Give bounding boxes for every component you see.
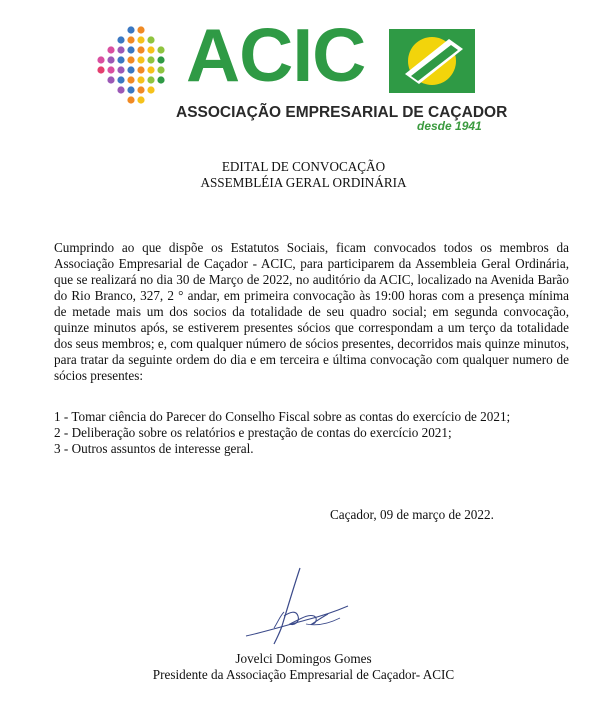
logo-dot — [157, 76, 164, 83]
flag-emblem-icon — [389, 29, 475, 93]
logo-dot — [117, 36, 124, 43]
signatory-name: Jovelci Domingos Gomes — [235, 651, 372, 666]
logo-dot — [127, 46, 134, 53]
logo-dot — [137, 76, 144, 83]
logo-dot — [127, 96, 134, 103]
logo-dot — [107, 56, 114, 63]
logo-dot — [137, 56, 144, 63]
logo-dot — [137, 86, 144, 93]
document-title: EDITAL DE CONVOCAÇÃO — [221, 159, 386, 174]
logo-dot — [117, 66, 124, 73]
logo-dot — [147, 36, 154, 43]
logo-dot — [107, 66, 114, 73]
logo-dot — [157, 46, 164, 53]
logo-dot — [147, 46, 154, 53]
logo-dot — [107, 46, 114, 53]
logo-dot — [117, 86, 124, 93]
logo-dot — [117, 56, 124, 63]
agenda-item: 1 - Tomar ciência do Parecer do Conselho Fiscal sobre as contas do exercício de 2021; — [54, 409, 511, 424]
logo-dot — [147, 86, 154, 93]
logo-dot — [127, 36, 134, 43]
logo-dot — [147, 66, 154, 73]
document-subtitle: ASSEMBLÉIA GERAL ORDINÁRIA — [200, 175, 407, 190]
logo-dot — [117, 76, 124, 83]
logo-dot — [97, 56, 104, 63]
logo-dot — [127, 26, 134, 33]
logo-dot — [147, 56, 154, 63]
place-date: Caçador, 09 de março de 2022. — [330, 507, 494, 522]
logo-dot — [127, 86, 134, 93]
logo-subtitle: ASSOCIAÇÃO EMPRESARIAL DE CAÇADOR — [176, 104, 508, 121]
logo-dot — [117, 46, 124, 53]
logo-dot — [107, 76, 114, 83]
dot-matrix-logo-icon — [93, 24, 183, 108]
logo-dot — [127, 66, 134, 73]
agenda-item: 2 - Deliberação sobre os relatórios e prestação de contas do exercício 2021; — [54, 425, 452, 440]
agenda-list — [54, 409, 574, 457]
logo-dot — [147, 76, 154, 83]
body-paragraph: Cumprindo ao que dispõe os Estatutos Sociais, ficam convocados todos os membros da Associação Empresarial de Caçador - ACIC, para participarem da Assembleia Geral Ordinária, que se realizará no dia 30 de Março de 2022, no auditório da ACIC, localizado na Avenida Barão do Rio Branco, 327, 2 ° andar, em primeira convocação às 19:00 horas com a presença mínima de metade mais um dos socios da totalidade de seu quadro social; em segunda convocação, quinze minutos após, se estiverem presentes sócios que correspondam a um terço da totalidade dos seus membros; e, com qualquer número de sócios presentes, decorridos mais quinze minutos, para tratar da seguinte ordem do dia e em terceira e última convocação com qualquer numero de sócios presentes: — [54, 240, 569, 383]
logo-wordmark: ACIC — [186, 13, 366, 97]
logo-dot — [97, 66, 104, 73]
logo-dot — [137, 96, 144, 103]
logo-dot — [157, 56, 164, 63]
logo-dot — [137, 46, 144, 53]
logo-dot — [137, 26, 144, 33]
logo-dot — [127, 76, 134, 83]
logo-dot — [137, 66, 144, 73]
signatory-role: Presidente da Associação Empresarial de Caçador- ACIC — [152, 667, 455, 682]
agenda-item: 3 - Outros assuntos de interesse geral. — [54, 441, 254, 456]
logo-dot — [137, 36, 144, 43]
logo-dot — [157, 66, 164, 73]
logo-dot — [127, 56, 134, 63]
logo-since: desde 1941 — [417, 119, 482, 133]
handwritten-signature — [244, 566, 354, 648]
